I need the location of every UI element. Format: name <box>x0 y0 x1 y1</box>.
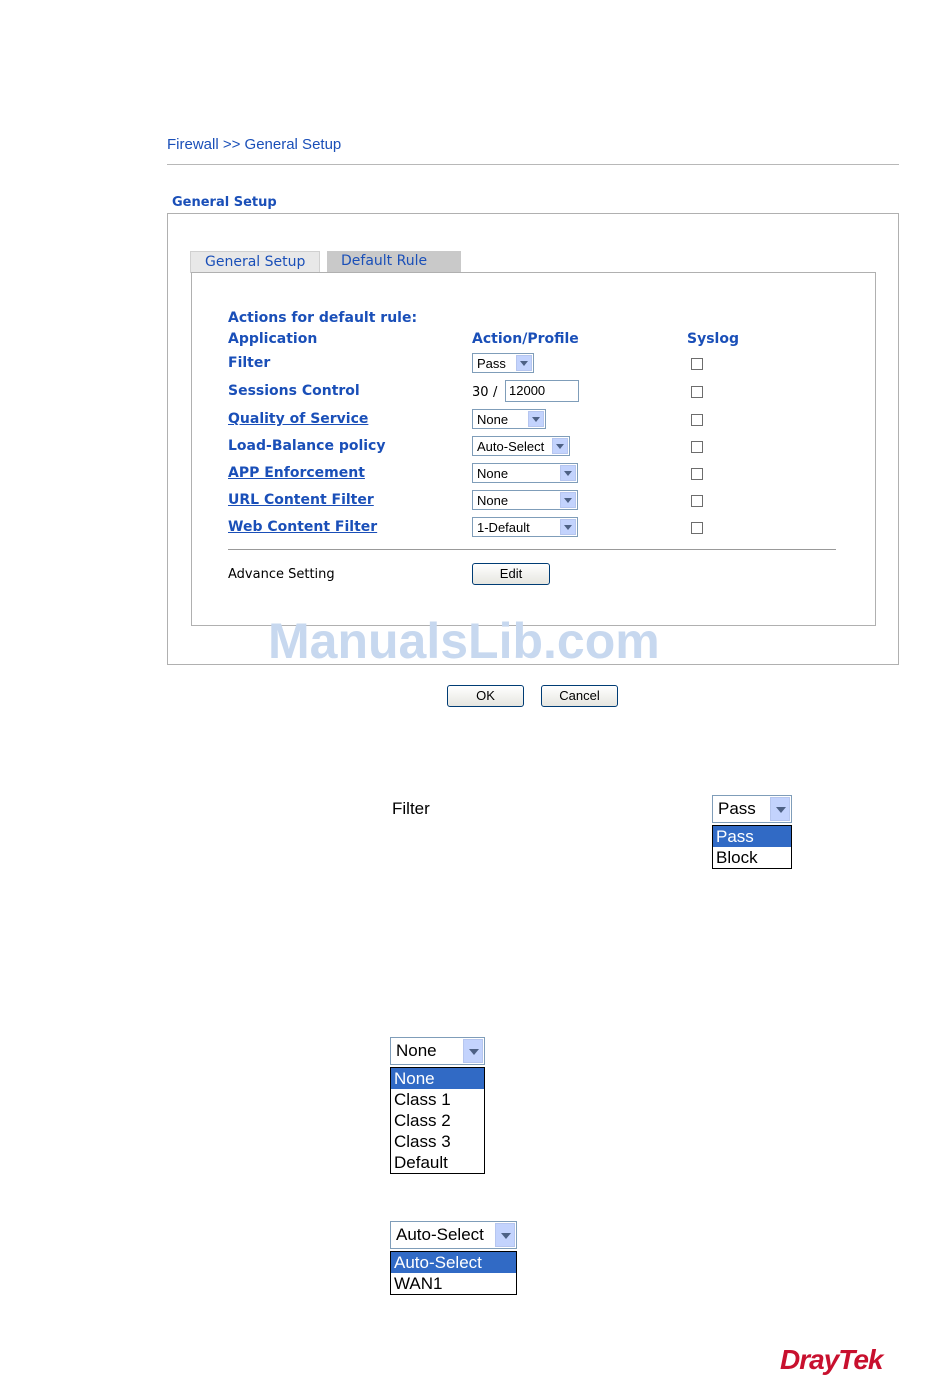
qos-link[interactable]: Quality of Service <box>228 411 369 427</box>
filter-example-options <box>712 825 792 869</box>
col-action-profile: Action/Profile <box>472 331 579 347</box>
option-auto-select[interactable]: Auto-Select <box>391 1252 516 1273</box>
chevron-down-icon <box>463 1039 483 1063</box>
advance-setting-label: Advance Setting <box>228 567 335 582</box>
option-none[interactable]: None <box>391 1068 484 1089</box>
col-application: Application <box>228 331 318 347</box>
filter-example-select-value: Pass <box>718 799 756 818</box>
option-class-2[interactable]: Class 2 <box>394 1111 451 1130</box>
qos-example-options <box>390 1067 485 1174</box>
cancel-button[interactable]: Cancel <box>541 685 618 707</box>
chevron-down-icon <box>560 492 576 508</box>
lb-example-options <box>390 1251 517 1295</box>
chevron-down-icon <box>560 519 576 535</box>
watermark: ManualsLib.com <box>268 613 660 669</box>
option-class-1[interactable]: Class 1 <box>394 1090 451 1109</box>
filter-example-select[interactable] <box>712 795 792 823</box>
lb-example-select-value: Auto-Select <box>396 1225 484 1244</box>
chevron-down-icon <box>516 355 532 371</box>
title-divider <box>167 164 899 165</box>
load-balance-syslog-checkbox[interactable] <box>691 441 703 453</box>
sessions-separator: / <box>493 385 498 400</box>
col-syslog: Syslog <box>687 331 739 347</box>
chevron-down-icon <box>495 1223 515 1247</box>
web-content-filter-select[interactable] <box>472 517 578 537</box>
app-enforcement-select-value: None <box>477 466 509 481</box>
actions-heading: Actions for default rule: <box>228 310 418 326</box>
app-enforcement-link[interactable]: APP Enforcement <box>228 465 365 481</box>
section-divider <box>228 549 836 550</box>
url-content-filter-syslog-checkbox[interactable] <box>691 495 703 507</box>
load-balance-select-value: Auto-Select <box>477 439 545 454</box>
filter-label: Filter <box>228 355 271 371</box>
qos-select[interactable] <box>472 409 546 429</box>
qos-example-select-value: None <box>396 1041 437 1060</box>
sessions-syslog-checkbox[interactable] <box>691 386 703 398</box>
draytek-logo: DrayTek <box>780 1344 883 1375</box>
option-pass[interactable]: Pass <box>713 826 791 847</box>
sessions-control-label: Sessions Control <box>228 383 360 399</box>
filter-select[interactable] <box>472 353 534 373</box>
option-default[interactable]: Default <box>394 1153 448 1172</box>
page-title: Firewall >> General Setup <box>167 136 342 153</box>
edit-button[interactable]: Edit <box>472 563 550 585</box>
panel-title: General Setup <box>172 195 277 210</box>
web-content-filter-link[interactable]: Web Content Filter <box>228 519 378 535</box>
app-enforcement-syslog-checkbox[interactable] <box>691 468 703 480</box>
url-content-filter-select[interactable] <box>472 490 578 510</box>
load-balance-select[interactable] <box>472 436 570 456</box>
option-block[interactable]: Block <box>716 848 758 867</box>
ok-button[interactable]: OK <box>447 685 524 707</box>
chevron-down-icon <box>552 438 568 454</box>
filter-syslog-checkbox[interactable] <box>691 358 703 370</box>
url-content-filter-link[interactable]: URL Content Filter <box>228 492 374 508</box>
qos-syslog-checkbox[interactable] <box>691 414 703 426</box>
qos-example-select[interactable] <box>390 1037 485 1065</box>
lb-example-select[interactable] <box>390 1221 517 1249</box>
tab-default-rule[interactable]: Default Rule <box>327 251 461 272</box>
option-wan1[interactable]: WAN1 <box>394 1274 443 1293</box>
filter-select-value: Pass <box>477 356 506 371</box>
option-class-3[interactable]: Class 3 <box>394 1132 451 1151</box>
qos-select-value: None <box>477 412 509 427</box>
app-enforcement-select[interactable] <box>472 463 578 483</box>
filter-example-label: Filter <box>392 799 430 818</box>
chevron-down-icon <box>770 797 790 821</box>
web-content-filter-syslog-checkbox[interactable] <box>691 522 703 534</box>
chevron-down-icon <box>528 411 544 427</box>
url-content-filter-select-value: None <box>477 493 509 508</box>
chevron-down-icon <box>560 465 576 481</box>
load-balance-label: Load-Balance policy <box>228 438 386 454</box>
sessions-current: 30 <box>472 385 489 400</box>
tab-general-setup[interactable]: General Setup <box>190 251 320 273</box>
sessions-limit-input[interactable]: 12000 <box>505 380 579 402</box>
web-content-filter-select-value: 1-Default <box>477 520 530 535</box>
